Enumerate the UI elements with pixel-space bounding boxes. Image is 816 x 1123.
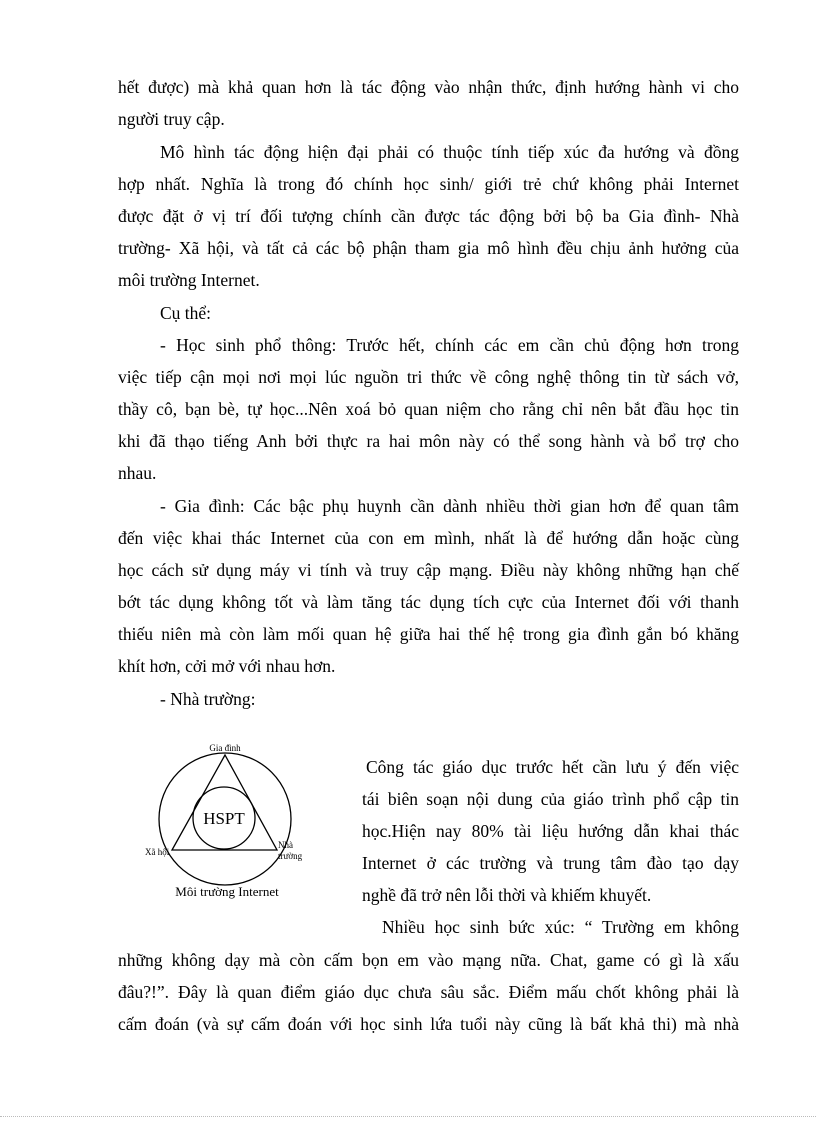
text-line: khít hơn, cởi mở với nhau hơn. [118, 656, 336, 676]
paragraph-start: - Nhà trường: [160, 689, 256, 709]
text-line: trường- Xã hội, và tất cả các bộ phận tham gia mô hình đều chịu ảnh hưởng của [118, 238, 739, 258]
school-label-line2: trường [278, 851, 303, 861]
text-line: cấm đoán (và sự cấm đoán với học sinh lứa tuổi này cũng là bất khả thi) mà nhà [118, 1014, 739, 1034]
text-line: hết được) mà khả quan hơn là tác động vào nhận thức, định hướng hành vi cho [118, 77, 739, 97]
side-text-line: Công tác giáo dục trước hết cần lưu ý đến việc [366, 757, 739, 777]
side-text-line: học.Hiện nay 80% tài liệu hướng dẫn khai thác [362, 821, 739, 841]
text-line: được đặt ở vị trí đối tượng chính cần được tác động bởi bộ ba Gia đình- Nhà [118, 206, 739, 226]
side-text-line: Internet ở các trường và trung tâm đào tạo dạy [362, 853, 739, 873]
text-line: môi trường Internet. [118, 270, 260, 290]
paragraph-start: Nhiều học sinh bức xúc: “ Trường em không [382, 917, 739, 937]
paragraph-start: - Gia đình: Các bậc phụ huynh cần dành nhiều thời gian hơn để quan tâm [160, 496, 739, 516]
family-school-society-triangle [172, 755, 277, 850]
hspt-label: HSPT [203, 809, 245, 828]
text-line: thiếu niên mà còn làm mối quan hệ giữa hai thế hệ trong gia đình gắn bó khăng [118, 624, 739, 644]
paragraph-start: Cụ thể: [160, 303, 212, 323]
text-line: người truy cập. [118, 109, 225, 129]
text-line: học cách sử dụng máy vi tính và truy cập mạng. Điều này không những hạn chế [118, 560, 739, 580]
side-text-line: tái biên soạn nội dung của giáo trình phổ cập tin [362, 789, 739, 809]
paragraph-start: - Học sinh phổ thông: Trước hết, chính các em cần chủ động hơn trong [160, 335, 739, 355]
paragraph-start: Mô hình tác động hiện đại phải có thuộc tính tiếp xúc đa hướng và đồng [160, 142, 739, 162]
text-line: những không dạy mà còn cấm bọn em vào mạng nữa. Chat, game có gì là xấu [118, 950, 739, 970]
relationship-diagram [140, 738, 330, 908]
text-line: thầy cô, bạn bè, tự học...Nên xoá bỏ quan niệm cho rằng chỉ nên bắt đầu học tin [118, 399, 739, 419]
page-bottom-divider [0, 1116, 816, 1117]
side-text-line: nghề đã trở nên lỗi thời và khiếm khuyết. [362, 885, 652, 905]
society-label: Xã hội [145, 847, 170, 857]
text-line: đâu?!”. Đây là quan điểm giáo dục chưa sâu sắc. Điểm mấu chốt không phải là [118, 982, 739, 1002]
text-line: hợp nhất. Nghĩa là trong đó chính học sinh/ giới trẻ chứ không phải Internet [118, 174, 739, 194]
family-label: Gia đình [209, 743, 241, 753]
diagram-caption: Môi trường Internet [175, 884, 279, 899]
text-line: đến việc khai thác Internet của con em mình, nhất là để hướng dẫn hoặc cùng [118, 528, 739, 548]
text-line: nhau. [118, 463, 157, 483]
school-label-line1: Nhà [278, 840, 293, 850]
text-line: khi đã thạo tiếng Anh bởi thực ra hai môn này có thể song hành và bổ trợ cho [118, 431, 739, 451]
text-line: việc tiếp cận mọi nơi mọi lúc nguồn tri thức về công nghệ thông tin từ sách vở, [118, 367, 739, 387]
text-line: bớt tác dụng không tốt và làm tăng tác dụng tích cực của Internet đối với thanh [118, 592, 739, 612]
